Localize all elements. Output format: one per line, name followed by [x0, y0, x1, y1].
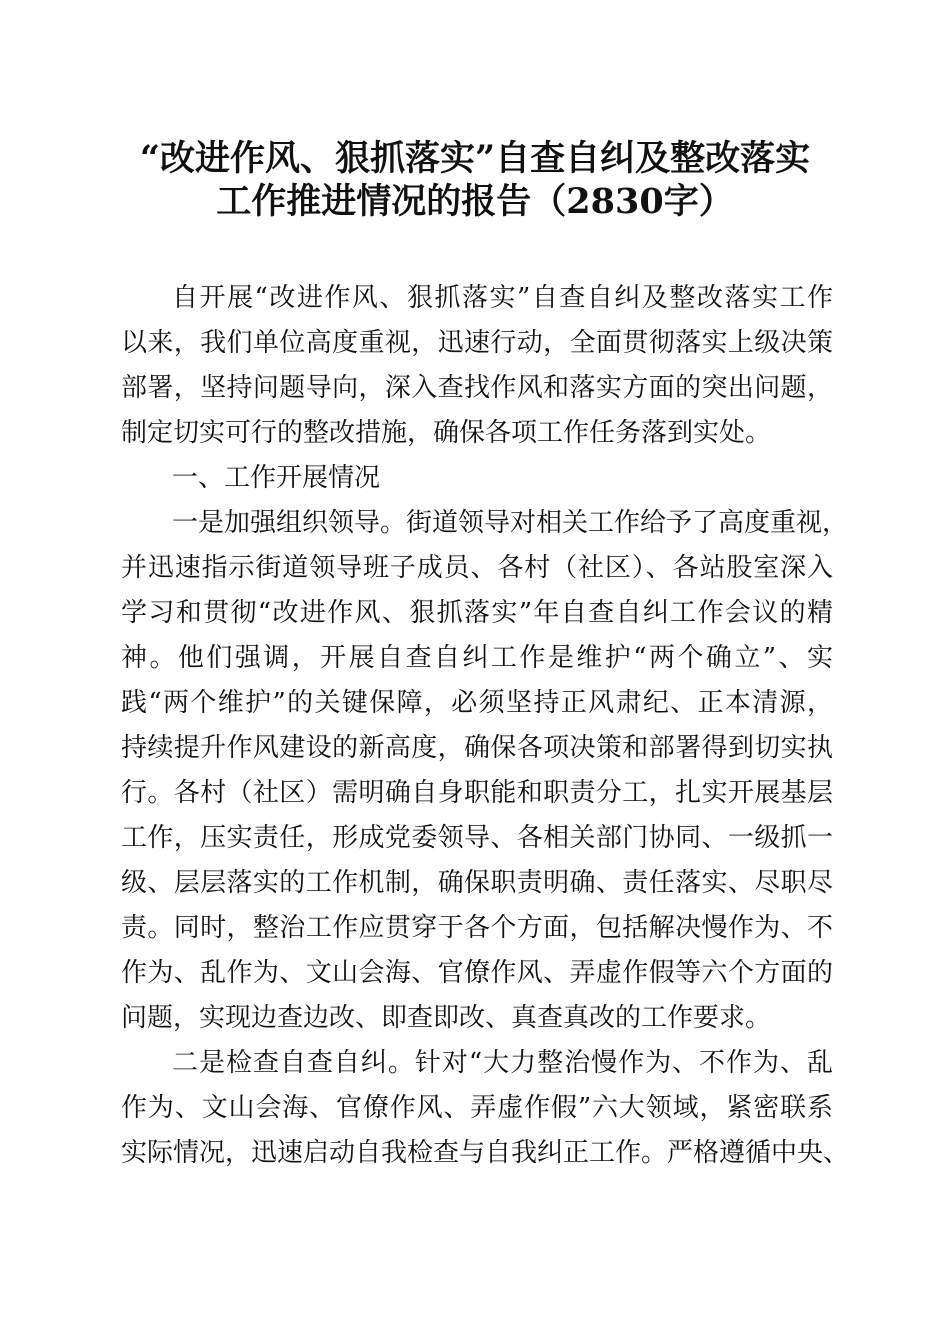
paragraph-1-first-rest: 街道领导对相关工作给予了高度重视，: [406, 508, 849, 538]
paragraph-2-first-rest: 针对“大力整治慢作为、不作为、乱: [414, 1048, 833, 1078]
paragraph-line: 实际情况，迅速启动自我检查与自我纠正工作。严格遵循中央、: [121, 1138, 850, 1168]
intro-line: 以来，我们单位高度重视，迅速行动，全面贯彻落实上级决策: [121, 328, 833, 358]
paragraph-line: 责。同时，整治工作应贯穿于各个方面，包括解决慢作为、不: [121, 913, 833, 943]
paragraph-line: 行。各村（社区）需明确自身职能和职责分工，扎实开展基层: [121, 778, 833, 808]
paragraph-line: 级、层层落实的工作机制，确保职责明确、责任落实、尽职尽: [121, 868, 833, 898]
intro-line: 制定切实可行的整改措施，确保各项工作任务落到实处。: [121, 418, 772, 448]
paragraph-line: 问题，实现边查边改、即查即改、真查真改的工作要求。: [121, 1003, 772, 1033]
paragraph-line: 作为、文山会海、官僚作风、弄虚作假”六大领域，紧密联系: [121, 1093, 833, 1123]
section-heading: 一、工作开展情况: [172, 463, 381, 493]
paragraph-line: 作为、乱作为、文山会海、官僚作风、弄虚作假等六个方面的: [121, 958, 833, 988]
document-title-line-1: “改进作风、狠抓落实”自查自纠及整改落实: [139, 138, 811, 179]
paragraph-line: 持续提升作风建设的新高度，确保各项决策和部署得到切实执: [121, 733, 833, 763]
paragraph-1-first-line: [172, 507, 849, 539]
document-title-line-2: 工作推进情况的报告（2830字）: [216, 181, 734, 222]
paragraph-line: 工作，压实责任，形成党委领导、各相关部门协同、一级抓一: [121, 823, 833, 853]
paragraph-line: 学习和贯彻“改进作风、狠抓落实”年自查自纠工作会议的精: [121, 598, 833, 628]
paragraph-1-lead: 一是加强组织领导。: [172, 508, 407, 538]
intro-line: 部署，坚持问题导向，深入查找作风和落实方面的突出问题，: [121, 373, 833, 403]
intro-line: 自开展“改进作风、狠抓落实”自查自纠及整改落实工作: [172, 283, 833, 313]
paragraph-2-first-line: [172, 1047, 833, 1079]
paragraph-line: 神。他们强调，开展自查自纠工作是维护“两个确立”、实: [121, 643, 833, 673]
paragraph-line: 践“两个维护”的关键保障，必须坚持正风肃纪、正本清源，: [121, 688, 833, 718]
paragraph-line: 并迅速指示街道领导班子成员、各村（社区）、各站股室深入: [121, 553, 833, 583]
paragraph-2-lead: 二是检查自查自纠。: [172, 1048, 415, 1078]
